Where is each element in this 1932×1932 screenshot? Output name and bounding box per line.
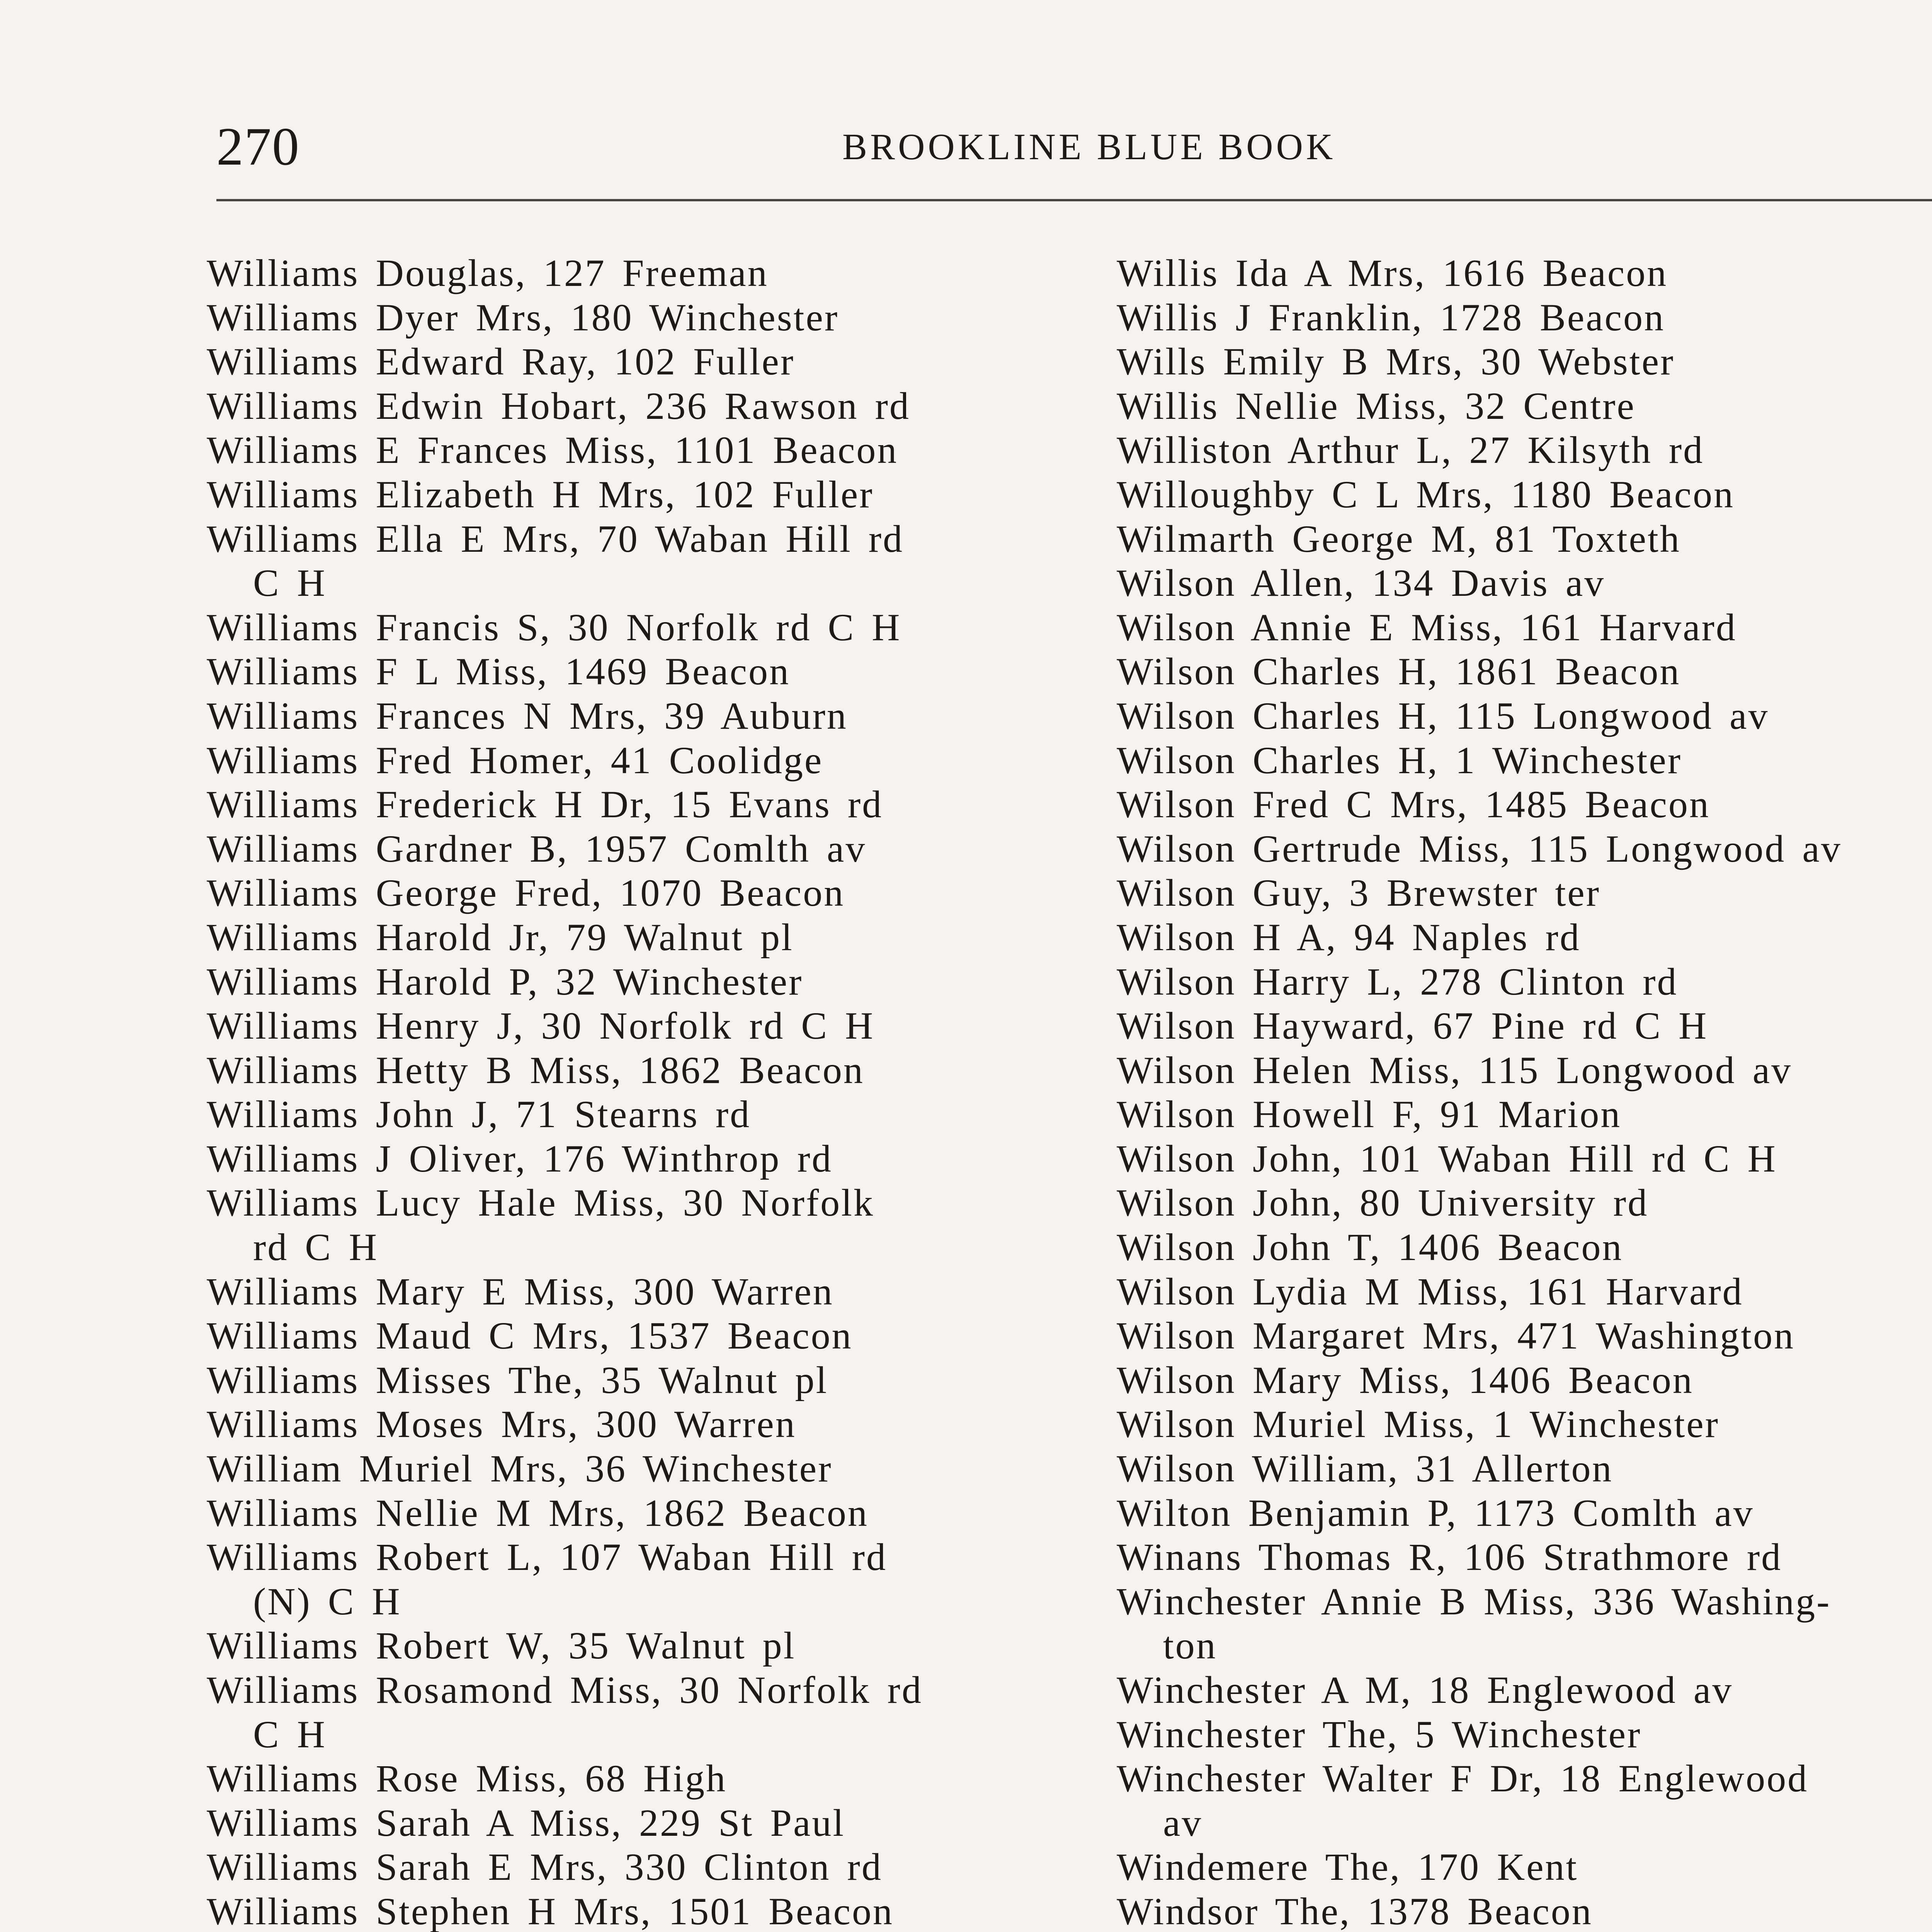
directory-entry: Wilson H A, 94 Naples rd bbox=[1117, 915, 1581, 959]
directory-entry: Wilson Lydia M Miss, 161 Harvard bbox=[1117, 1270, 1743, 1313]
directory-entry: Williams Sarah E Mrs, 330 Clinton rd bbox=[207, 1845, 883, 1889]
directory-entry: Wilson Gertrude Miss, 115 Longwood av bbox=[1117, 827, 1842, 870]
directory-entry: Williams Misses The, 35 Walnut pl bbox=[207, 1358, 828, 1401]
directory-entry: Willis Ida A Mrs, 1616 Beacon bbox=[1117, 252, 1668, 294]
directory-entry: Williams Robert W, 35 Walnut pl bbox=[207, 1624, 796, 1667]
directory-entry: Wilson Fred C Mrs, 1485 Beacon bbox=[1117, 783, 1710, 826]
directory-entry: Williams George Fred, 1070 Beacon bbox=[207, 871, 845, 915]
directory-entry: Wilson William, 31 Allerton bbox=[1117, 1447, 1613, 1490]
directory-entry: Wilson Helen Miss, 115 Longwood av bbox=[1117, 1048, 1793, 1092]
left-column bbox=[207, 251, 1095, 1932]
directory-entry: Winchester Walter F Dr, 18 Englewood bbox=[1117, 1757, 1809, 1800]
page-number: 270 bbox=[216, 117, 300, 177]
directory-entry: Wilson Allen, 134 Davis av bbox=[1117, 561, 1605, 605]
directory-entry: Williams Lucy Hale Miss, 30 Norfolk bbox=[207, 1181, 874, 1225]
directory-entry: av bbox=[1163, 1801, 1203, 1844]
directory-entry: Wills Emily B Mrs, 30 Webster bbox=[1117, 340, 1675, 383]
directory-entry: Wilson Muriel Miss, 1 Winchester bbox=[1117, 1403, 1720, 1446]
directory-entry: Williams John J, 71 Stearns rd bbox=[207, 1093, 751, 1136]
right-column bbox=[1117, 251, 1932, 1932]
directory-entry: Williams Ella E Mrs, 70 Waban Hill rd bbox=[207, 517, 904, 560]
directory-entry: Williams Gardner B, 1957 Comlth av bbox=[207, 827, 867, 870]
directory-entry: William Muriel Mrs, 36 Winchester bbox=[207, 1447, 833, 1490]
page-header bbox=[216, 112, 1932, 182]
directory-entry: Willoughby C L Mrs, 1180 Beacon bbox=[1117, 473, 1735, 516]
directory-entry: Winchester Annie B Miss, 336 Washing- bbox=[1117, 1580, 1831, 1623]
header-rule bbox=[216, 199, 1932, 201]
directory-entry: Williams Francis S, 30 Norfolk rd C H bbox=[207, 605, 901, 649]
directory-entry: Wilmarth George M, 81 Toxteth bbox=[1117, 517, 1681, 560]
directory-entry: Winchester The, 5 Winchester bbox=[1117, 1713, 1642, 1756]
directory-entry: Williams Dyer Mrs, 180 Winchester bbox=[207, 296, 839, 339]
directory-entry: Williams Rosamond Miss, 30 Norfolk rd bbox=[207, 1668, 923, 1711]
directory-entry: Wilson Howell F, 91 Marion bbox=[1117, 1093, 1622, 1136]
directory-entry: ton bbox=[1163, 1624, 1217, 1667]
directory-entry: rd C H bbox=[253, 1226, 379, 1269]
directory-entry: Williams Maud C Mrs, 1537 Beacon bbox=[207, 1314, 853, 1357]
directory-entry: Wilson Mary Miss, 1406 Beacon bbox=[1117, 1358, 1694, 1401]
directory-entry: Williams F L Miss, 1469 Beacon bbox=[207, 650, 790, 693]
directory-entry: Williams Hetty B Miss, 1862 Beacon bbox=[207, 1048, 864, 1092]
directory-entry: Windemere The, 170 Kent bbox=[1117, 1845, 1578, 1889]
directory-entry: Wilson John T, 1406 Beacon bbox=[1117, 1226, 1623, 1269]
directory-entry: Wilson John, 80 University rd bbox=[1117, 1181, 1649, 1225]
directory-entry: Williams Frederick H Dr, 15 Evans rd bbox=[207, 783, 883, 826]
directory-entry: Williams Fred Homer, 41 Coolidge bbox=[207, 738, 823, 782]
directory-entry: Wilson Annie E Miss, 161 Harvard bbox=[1117, 605, 1737, 649]
directory-entry: Williams Frances N Mrs, 39 Auburn bbox=[207, 694, 848, 737]
directory-entry: Williams Edward Ray, 102 Fuller bbox=[207, 340, 795, 383]
directory-entry: Williams Mary E Miss, 300 Warren bbox=[207, 1270, 834, 1313]
directory-entry: Winchester A M, 18 Englewood av bbox=[1117, 1668, 1733, 1711]
directory-entry: Windsor The, 1378 Beacon bbox=[1117, 1889, 1593, 1932]
directory-entry: Wilson Charles H, 115 Longwood av bbox=[1117, 694, 1769, 737]
directory-entry: Williams Stephen H Mrs, 1501 Beacon bbox=[207, 1889, 894, 1932]
directory-entry: Williston Arthur L, 27 Kilsyth rd bbox=[1117, 429, 1704, 472]
directory-entry: Williams Edwin Hobart, 236 Rawson rd bbox=[207, 384, 910, 427]
directory-entry: Wilson Hayward, 67 Pine rd C H bbox=[1117, 1004, 1708, 1048]
directory-entry: Williams E Frances Miss, 1101 Beacon bbox=[207, 429, 898, 472]
directory-entry: Williams Elizabeth H Mrs, 102 Fuller bbox=[207, 473, 874, 516]
directory-entry: Wilson Harry L, 278 Clinton rd bbox=[1117, 960, 1678, 1003]
directory-entry: Williams J Oliver, 176 Winthrop rd bbox=[207, 1137, 833, 1180]
directory-entry: C H bbox=[253, 561, 327, 605]
directory-entry: Wilson John, 101 Waban Hill rd C H bbox=[1117, 1137, 1777, 1180]
directory-entry: Williams Douglas, 127 Freeman bbox=[207, 252, 769, 294]
directory-entry: Williams Sarah A Miss, 229 St Paul bbox=[207, 1801, 845, 1844]
directory-entry: (N) C H bbox=[253, 1580, 401, 1623]
directory-entry: Williams Henry J, 30 Norfolk rd C H bbox=[207, 1004, 875, 1048]
directory-entry: Wilson Charles H, 1 Winchester bbox=[1117, 738, 1682, 782]
directory-entry: Williams Rose Miss, 68 High bbox=[207, 1757, 727, 1800]
directory-entry: Wilson Charles H, 1861 Beacon bbox=[1117, 650, 1681, 693]
directory-entry: C H bbox=[253, 1713, 327, 1756]
directory-entry: Williams Harold Jr, 79 Walnut pl bbox=[207, 915, 794, 959]
directory-entry: Wilson Margaret Mrs, 471 Washington bbox=[1117, 1314, 1795, 1357]
directory-entry: Willis Nellie Miss, 32 Centre bbox=[1117, 384, 1636, 427]
directory-entry: Willis J Franklin, 1728 Beacon bbox=[1117, 296, 1665, 339]
directory-entry: Winans Thomas R, 106 Strathmore rd bbox=[1117, 1536, 1782, 1579]
directory-entry: Wilson Guy, 3 Brewster ter bbox=[1117, 871, 1601, 915]
directory-entry: Williams Moses Mrs, 300 Warren bbox=[207, 1403, 796, 1446]
directory-entry: Williams Robert L, 107 Waban Hill rd bbox=[207, 1536, 888, 1579]
directory-entry: Williams Nellie M Mrs, 1862 Beacon bbox=[207, 1491, 869, 1534]
directory-entry: Wilton Benjamin P, 1173 Comlth av bbox=[1117, 1491, 1754, 1534]
running-title: BROOKLINE BLUE BOOK bbox=[842, 126, 1336, 167]
directory-entry: Williams Harold P, 32 Winchester bbox=[207, 960, 803, 1003]
